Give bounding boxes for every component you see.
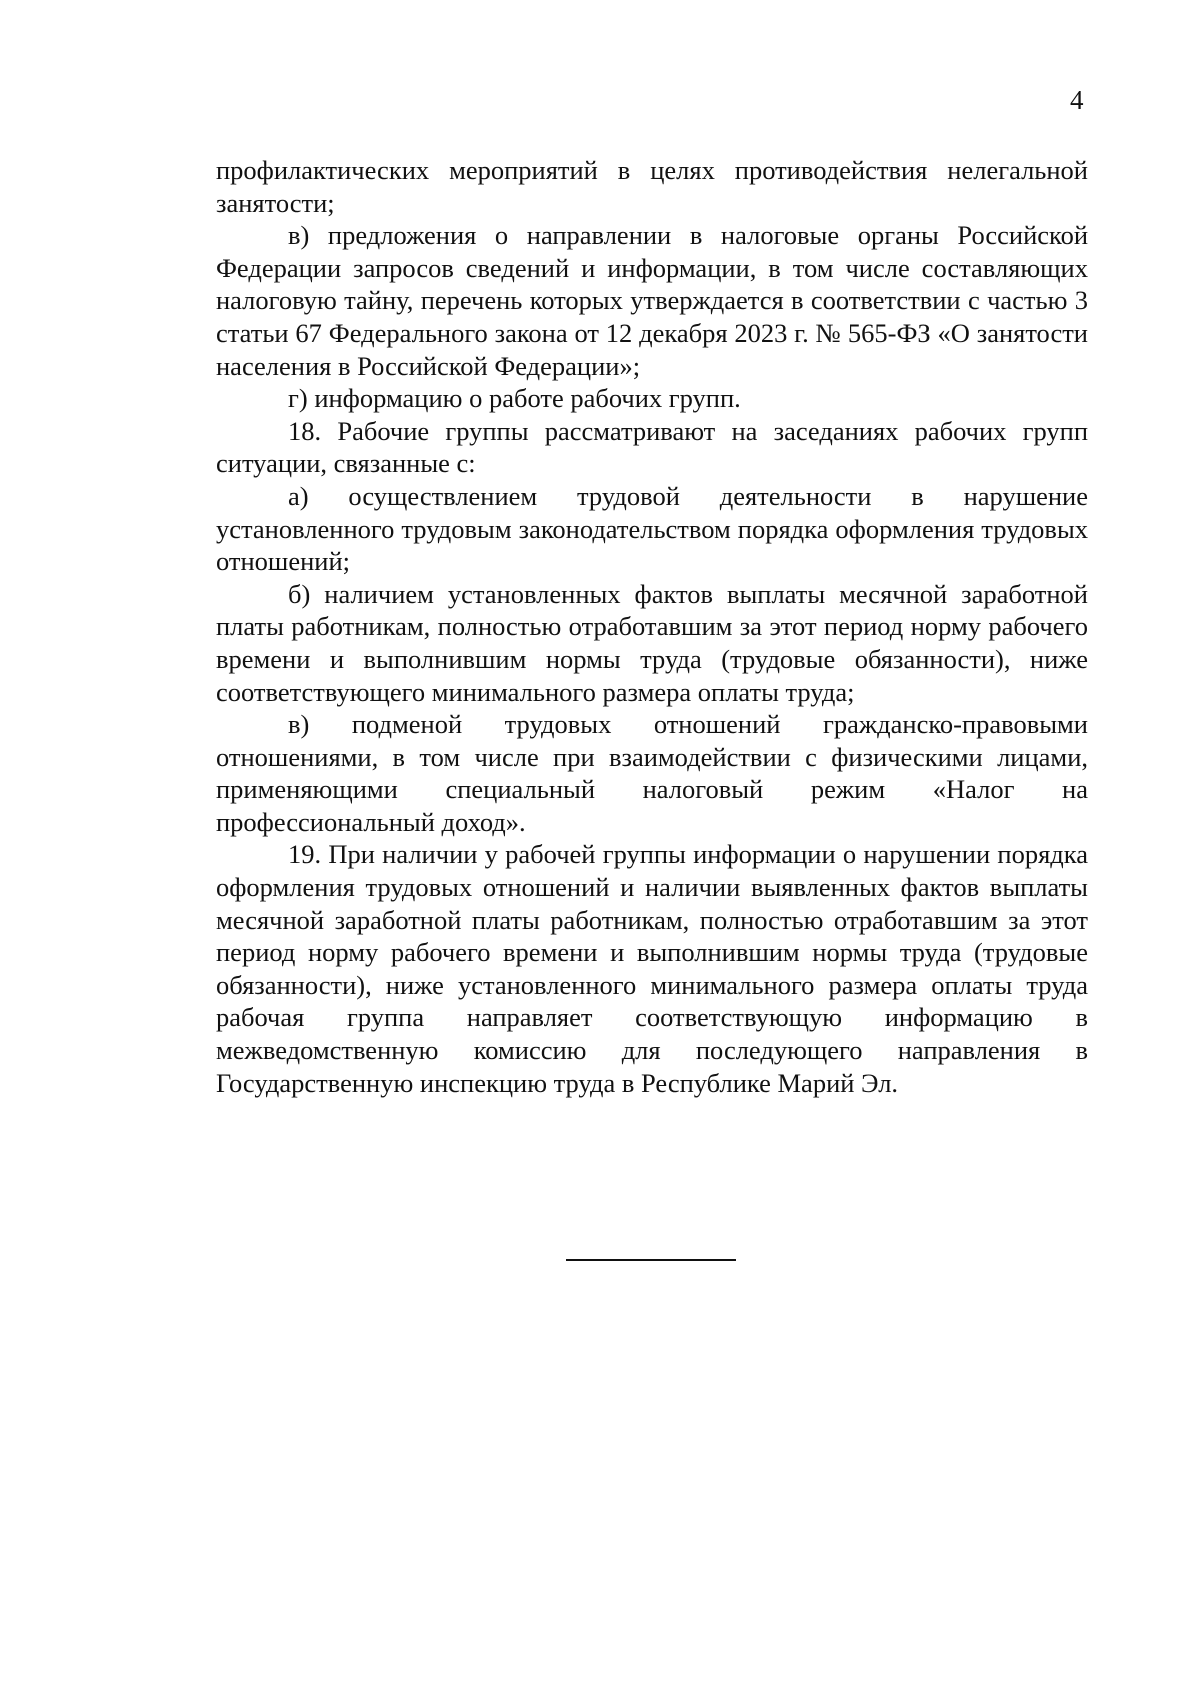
paragraph-clause-18: 18. Рабочие группы рассматривают на заседаниях рабочих групп ситуации, связанные с: (216, 415, 1088, 479)
document-body (216, 154, 1088, 1099)
paragraph-item-v-proposals: в) предложения о направлении в налоговые органы Российской Федерации запросов сведений и информации, в том числе составляющих налоговую тайну, перечень которых утверждается в соответствии с частью 3 статьи 67 Федерального закона от 12 декабря 2023 г. № 565-ФЗ «О занятости населения в Российской Федерации»; (216, 220, 1088, 381)
paragraph-continuation: профилактических мероприятий в целях противодействия нелегальной занятости; (216, 155, 1088, 218)
paragraph-item-b-wage-payments: б) наличием установленных фактов выплаты месячной заработной платы работникам, полностью отработавшим за этот период норму рабочего времени и выполнившим нормы труда (трудовые обязанности), ниже соответствующего минимального размера оплаты труда; (216, 578, 1088, 707)
paragraph-clause-19: 19. При наличии у рабочей группы информации о нарушении порядка оформления трудовых отношений и наличии выявленных фактов выплаты месячной заработной платы работникам, полностью отработавшим за этот период норму рабочего времени и выполнившим нормы труда (трудовые обязанности), ниже установленного минимального размера оплаты труда рабочая группа направляет соответствующую информацию в межведомственную комиссию для последующего направления в Государственную инспекцию труда в Республике Марий Эл. (216, 839, 1088, 1098)
page-number: 4 (1070, 85, 1084, 115)
paragraph-item-a-labor-activity: а) осуществлением трудовой деятельности в нарушение установленного трудовым законодательством порядка оформления трудовых отношений; (216, 480, 1088, 577)
end-of-document-rule (566, 1259, 736, 1261)
paragraph-item-g-information: г) информацию о работе рабочих групп. (288, 383, 741, 414)
paragraph-item-v-substitution: в) подменой трудовых отношений гражданско-правовыми отношениями, в том числе при взаимодействии с физическими лицами, применяющими специальный налоговый режим «Налог на профессиональный доход». (216, 709, 1088, 837)
